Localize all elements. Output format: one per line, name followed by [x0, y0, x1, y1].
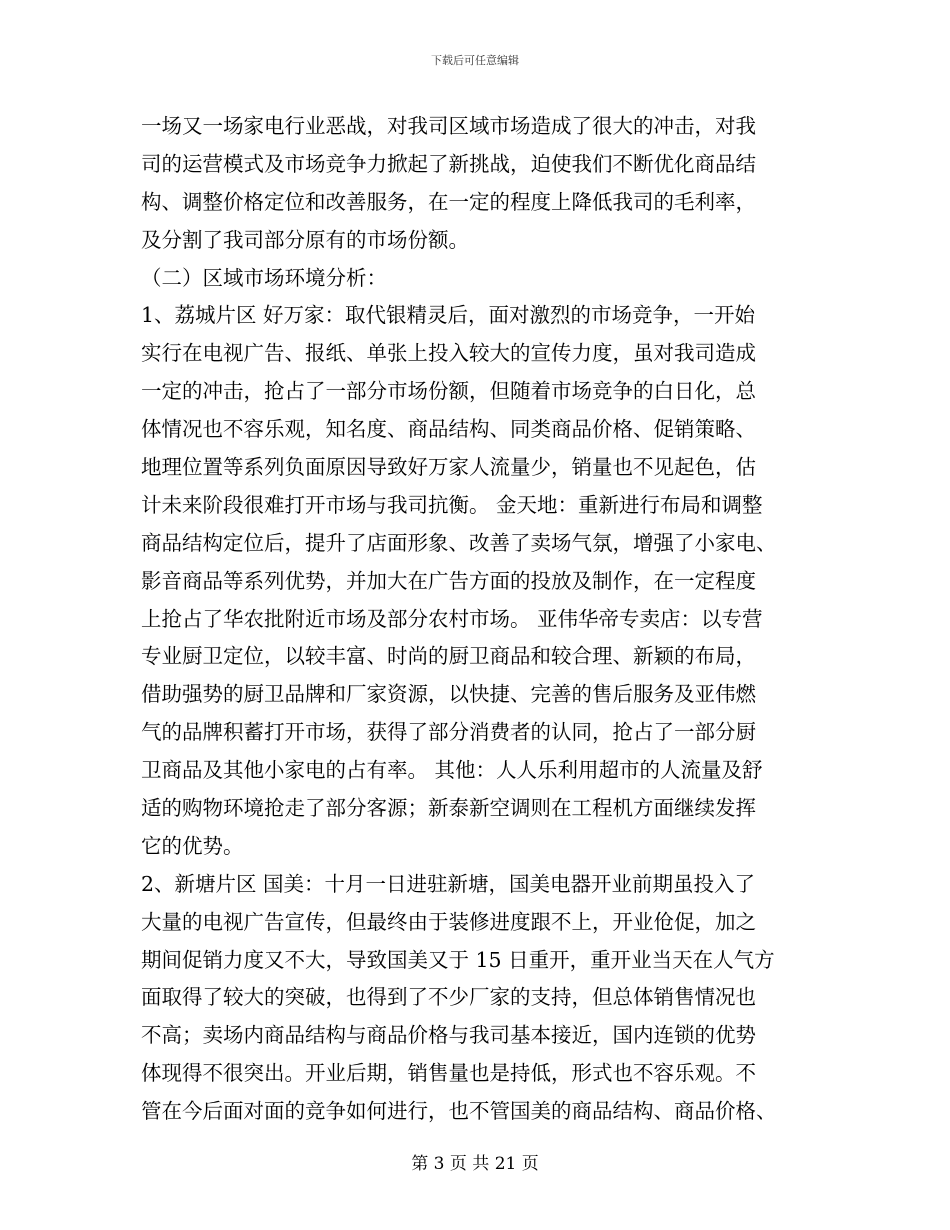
page-number: 第 3 页 共 21 页	[411, 1154, 539, 1174]
text-line: 体现得不很突出。开业后期，销售量也是持低，形式也不容乐观。不	[141, 1061, 756, 1086]
text-line: 适的购物环境抢走了部分客源；新泰新空调则在工程机方面继续发挥	[141, 796, 756, 821]
text-line: 不高；卖场内商品结构与商品价格与我司基本接近，国内连锁的优势	[141, 1023, 756, 1048]
text-line: 及分割了我司部分原有的市场份额。	[141, 227, 469, 252]
text-line: 一场又一场家电行业恶战，对我司区域市场造成了很大的冲击，对我	[141, 114, 756, 138]
section-heading: （二）区域市场环境分析：	[141, 265, 387, 290]
text-line: 期间促销力度又不大，导致国美又于 15 日重开，重开业当天在人气方	[141, 947, 775, 972]
body-text	[141, 108, 813, 1131]
text-line: 司的运营模式及市场竞争力掀起了新挑战，迫使我们不断优化商品结	[141, 151, 756, 176]
page-header-note: 下载后可任意编辑	[431, 54, 519, 67]
text-line: 气的品牌积蓄打开市场，获得了部分消费者的认同，抢占了一部分厨	[141, 720, 756, 745]
text-line: 商品结构定位后，提升了店面形象、改善了卖场气氛，增强了小家电、	[141, 530, 777, 555]
text-line: 1、荔城片区 好万家：取代银精灵后，面对激烈的市场竞争，一开始	[141, 303, 756, 328]
text-line: 大量的电视广告宣传，但最终由于装修进度跟不上，开业伧促，加之	[141, 909, 756, 934]
text-line: 地理位置等系列负面原因导致好万家人流量少，销量也不见起色，估	[141, 455, 756, 480]
text-line: 它的优势。	[141, 833, 244, 858]
text-line: 实行在电视广告、报纸、单张上投入较大的宣传力度，虽对我司造成	[141, 341, 756, 366]
text-line: 管在今后面对面的竞争如何进行，也不管国美的商品结构、商品价格、	[141, 1099, 777, 1124]
text-line: 上抢占了华农批附近市场及部分农村市场。 亚伟华帝专卖店：以专营	[141, 606, 763, 631]
text-line: 卫商品及其他小家电的占有率。 其他：人人乐利用超市的人流量及舒	[141, 758, 763, 783]
text-line: 专业厨卫定位，以较丰富、时尚的厨卫商品和较合理、新颖的布局，	[141, 644, 756, 669]
text-line: 构、调整价格定位和改善服务，在一定的程度上降低我司的毛利率，	[141, 189, 756, 214]
text-line: 2、新塘片区 国美：十月一日进驻新塘，国美电器开业前期虽投入了	[141, 871, 756, 896]
text-line: 体情况也不容乐观，知名度、商品结构、同类商品价格、促销策略、	[141, 417, 756, 442]
text-line: 借助强势的厨卫品牌和厂家资源，以快捷、完善的售后服务及亚伟燃	[141, 682, 756, 707]
text-line: 一定的冲击，抢占了一部分市场份额，但随着市场竞争的白日化，总	[141, 379, 756, 404]
text-line: 影音商品等系列优势，并加大在广告方面的投放及制作，在一定程度	[141, 568, 756, 593]
text-line: 计未来阶段很难打开市场与我司抗衡。 金天地：重新进行布局和调整	[141, 492, 763, 517]
text-line: 面取得了较大的突破，也得到了不少厂家的支持，但总体销售情况也	[141, 985, 756, 1010]
